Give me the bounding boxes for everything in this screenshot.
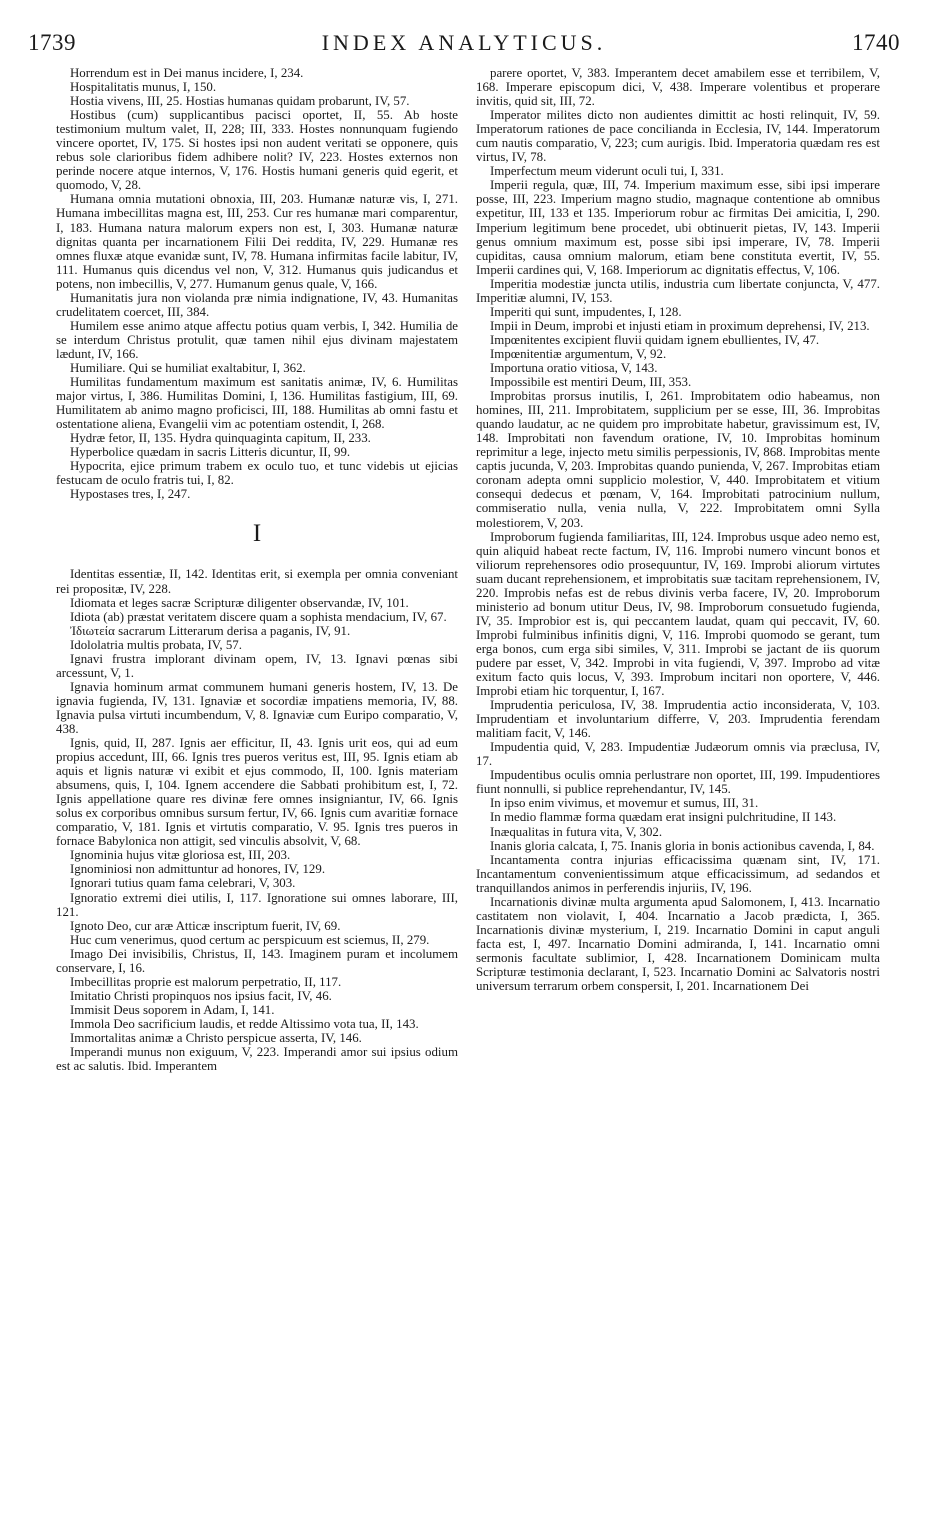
section-letter: I [252,520,262,548]
page-number-right: 1740 [852,30,900,55]
index-entry: Ἰδιωτεία sacrarum Litterarum derisa a paganis, IV, 91. [70,623,351,638]
index-entry: In medio flammæ forma quædam erat insigni pulchritudine, II 143. [490,810,837,825]
index-column-left [56,66,458,1073]
index-entry: Impœnitentes excipient fluvii quidam ignem ebullientes, IV, 47. [490,332,820,347]
index-entry: Hypostases tres, I, 247. [70,487,191,502]
index-entry: Impii in Deum, improbi et injusti etiam in proximum deprehensi, IV, 213. [490,318,870,333]
index-entry: Impossibile est mentiri Deum, III, 353. [490,375,692,390]
index-entry: Ignavi frustra implorant divinam opem, IV, 13. Ignavi pœnas sibi arcessunt, V, 1. [56,651,458,680]
index-entry: Idololatria multis probata, IV, 57. [70,637,242,652]
index-entry: Impudentia quid, V, 283. Impudentiæ Judæorum omnis via præclusa, IV, 17. [476,740,880,769]
index-entry: Improborum fugienda familiaritas, III, 124. Improbus usque adeo nemo est, quin aliquid habeat recte factum, IV, 116. Improbi numero vincunt bonos et viliorum reprehensores odio prosequuntur, IV, 169. Improbi aliorum virtutes suam ducant reprehensionem, et improbitatis suæ tacitam reprehensionem, IV, 220. Improbis nefas est de rebus divinis verba facere, IV, 20. Improborum ministerio ad bonum utitur Deus, IV, 98. Improborum consuetudo fugienda, IV, 35. Improbior est is, qui peccantem laudat, quam qui peccavit, IV, 60. Improbi fulminibus infinitis digni, V, 116. Improbi quomodo se gerant, tum erga bonos, cum erga sibi similes, V, 311. Improbi se jactant de iis quorum pudere par esset, V, 342. Improbi in vita fugiendi, V, 397. Improbo ad vitæ exitum facto quis locus, V, 393. Improbum incitari non oportere, V, 446. Improbi etiam hic torquentur, I, 167. [476,529,880,699]
index-entry: Immola Deo sacrificium laudis, et redde Altissimo vota tua, II, 143. [70,1016,419,1031]
index-entry: Horrendum est in Dei manus incidere, I, 234. [70,66,304,80]
index-entry: Immortalitas animæ a Christo perspicue asserta, IV, 146. [70,1031,362,1045]
index-entry: Inæqualitas in futura vita, V, 302. [490,824,663,839]
index-entry: Inanis gloria calcata, I, 75. Inanis gloria in bonis actionibus cavenda, I, 84. [490,838,875,853]
index-entry: Humilitas fundamentum maximum est sanitatis animæ, IV, 6. Humilitas major virtus, I, 386. Humilitas Domini, I, 136. Humilitas fastigium, III, 69. Humilitatem ab animo magno proficisci, III, 188. Humilitas ab omni fastu et ostentatione aliena, Evangelii vim ac potentiam ostendit, I, 268. [56,375,458,432]
index-entry: Identitas essentiæ, II, 142. Identitas erit, si exempla per omnia conveniant rei propositæ, IV, 228. [56,567,458,596]
index-entry: Improbitas prorsus inutilis, I, 261. Improbitatem odio habeamus, non homines, III, 211. Improbitatem, supplicium per se esse, III, 36. Improbitas quando laudatur, ac ne quidem pro improbitate habetur, gravissimum est, IV, 148. Improbitati non favendum oratione, IV, 10. Improbitas hominum reprimitur a lege, injecto metu similis perpessionis, IV, 868. Improbitas mente captis jucunda, V, 203. Improbitas quando punienda, V, 267. Improbitas etiam coronam adepta omni supplicio molestior, V, 440. Improbitatem et vitium consequi dedecus et pœnam, V, 164. Improbitati patrocinium nullum, commiseratio nulla, venia nulla, V, 222. Improbitatem omni Sylla molestiorem, V, 203. [476,389,880,530]
index-entry: Importuna oratio vitiosa, V, 143. [490,360,658,375]
index-entry: Humilem esse animo atque affectu potius quam verbis, I, 342. Humilia de se interdum Christus protulit, quæ tamen nihil ejus divinam majestatem lædunt, IV, 166. [56,318,458,361]
index-column-right [476,66,880,993]
index-entry: Imperfectum meum viderunt oculi tui, I, 331. [490,164,724,179]
index-entry: Hypocrita, ejice primum trabem ex oculo tuo, et tunc videbis ut ejicias festucam de oculo fratris tui, I, 82. [56,459,458,488]
index-entry: Ignavia hominum armat communem humani generis hostem, IV, 13. De ignavia fugienda, IV, 131. Ignaviæ et socordiæ impatiens memoria, IV, 88. Ignavia pulsa virtuti incumbendum, V, 8. Ignaviæ cum Euripo comparatio, V, 438. [56,679,458,736]
index-entry: Imperator milites dicto non audientes dimittit ac hosti relinquit, IV, 59. Imperatorum rationes de pace concilianda in Ecclesia, IV, 144. Imperatorum cum nautis comparatio, V, 223; cum aurigis. Ibid. Imperatoria quædam res est virtus, IV, 78. [476,108,880,165]
index-entry: Imperandi munus non exiguum, V, 223. Imperandi amor sui ipsius odium est ac salutis. Ibid. Imperantem [56,1045,458,1074]
page-title: INDEX ANALYTICUS. [321,30,607,55]
index-entry: Imprudentia periculosa, IV, 38. Imprudentia actio inconsiderata, V, 103. Imprudentiam et involuntarium differre, V, 203. Imprudentia ferendam malitiam facit, V, 146. [476,698,880,741]
index-entry: In ipso enim vivimus, et movemur et sumus, III, 31. [490,796,759,811]
index-entry: Huc cum venerimus, quod certum ac perspicuum est sciemus, II, 279. [70,932,430,947]
index-entry: Humanitatis jura non violanda præ nimia indignatione, IV, 43. Humanitas crudelitatem coercet, III, 384. [56,290,458,319]
index-entry: Ignominiosi non admittuntur ad honores, IV, 129. [70,862,326,877]
index-entry: Humiliare. Qui se humiliat exaltabitur, I, 362. [70,360,306,375]
index-entry: Imperitia modestiæ juncta utilis, industria cum libertate conjuncta, V, 477. Imperitiæ alumni, IV, 153. [476,276,880,305]
index-entry: Ignorari tutius quam fama celebrari, V, 303. [70,876,296,891]
index-entry: Hyperbolice quædam in sacris Litteris dicuntur, II, 99. [70,445,351,460]
page-header [28,30,900,60]
index-entry: Hostibus (cum) supplicantibus pacisci oportet, II, 55. Ab hoste testimonium multum valet, II, 228; III, 333. Hostes nonnunquam fugiendo vincere oportet, IV, 175. Si hostes ipsi non audent veritati se opponere, quis rebus sole clarioribus fidem adhibere nolit? IV, 223. Hostes externos non perinde nocere atque internos, V, 176. Hostis humani generis quid egerit, et quomodo, V, 28. [56,108,458,193]
index-entry: Idiomata et leges sacræ Scripturæ diligenter observandæ, IV, 101. [70,595,409,610]
index-entry: Imitatio Christi propinquos nos ipsius facit, IV, 46. [70,988,332,1003]
page-number-left: 1739 [28,30,76,55]
index-entry: Incarnationis divinæ multa argumenta apud Salomonem, I, 413. Incarnatio castitatem non violavit, I, 404. Incarnatio a Jacob prædicta, I, 365. Incarnationis divinæ mysterium, I, 219. Incarnatio Domini in caput anguli facta est, I, 497. Incarnatio Domini admiranda, I, 141. Incarnatio omni sermonis facultate sublimior, I, 428. Incarnationem Dominicam multa Scripturæ testimonia declarant, I, 523. Incarnatio Domini ac Salvatoris nostri universum terrarum orbem conspersit, I, 201. Incarnationem Dei [476,894,880,994]
index-entry: Imago Dei invisibilis, Christus, II, 143. Imaginem puram et incolumem conservare, I, 16. [56,946,458,975]
index-entry: Ignis, quid, II, 287. Ignis aer efficitur, II, 43. Ignis urit eos, qui ad eum propius accedunt, III, 66. Ignis tres pueros veritus est, III, 95. Ignis etiam ab aquis et lignis naturæ vi exibit et ejus commodo, II, 100. Ignis materiam absumens, quis, I, 104. Ignem accendere die Sabbati prohibitum est, I, 72. Ignis appellatione quare res divinæ fere omnes insigniantur, IV, 66. Ignis solus ex corporibus omnibus sursum fertur, IV, 66. Ignis cum avaritiæ fornace comparatio, V, 181. Ignis et virtutis comparatio, V. 95. Ignis tres pueros in fornace Babylonica non attigit, sed vinculis absolvit, V, 68. [56,736,458,849]
index-entry: parere oportet, V, 383. Imperantem decet amabilem esse et terribilem, V, 168. Imperare episcopum dici, V, 438. Imperare volentibus et properare invitis, quid sit, III, 72. [476,66,880,109]
index-entry: Humana omnia mutationi obnoxia, III, 203. Humanæ naturæ vis, I, 271. Humana imbecillitas magna est, III, 253. Cur res humanæ mari comparentur, I, 183. Humana natura malorum expers non est, I, 303. Humanæ naturæ dignitas quanta per incarnationem Filii Dei reddita, IV, 229. Humanæ res omnes fluxæ atque evanidæ sunt, IV, 78. Humana infirmitas facile labitur, IV, 111. Humanus quis dicendus vel non, V, 312. Humanus quis judicandus et potens, non imbecillis, V, 277. Humanum genus quale, V, 166. [56,192,458,291]
index-entry: Hospitalitatis munus, I, 150. [70,80,217,95]
index-entry: Incantamenta contra injurias efficacissima quænam sint, IV, 171. Incantamentum convenientissimum atque efficacissimum, ad sedandos et tranquillandos animos in perferendis injuriis, IV, 196. [476,852,880,895]
index-entry: Ignominia hujus vitæ gloriosa est, III, 203. [70,848,291,863]
index-entry: Ignoto Deo, cur aræ Atticæ inscriptum fuerit, IV, 69. [70,918,341,933]
index-entry: Imperiti qui sunt, impudentes, I, 128. [490,304,682,319]
index-entry: Impœnitentiæ argumentum, V, 92. [490,346,667,361]
index-entry: Hostia vivens, III, 25. Hostias humanas quidam probarunt, IV, 57. [70,94,410,109]
index-entry: Idiota (ab) præstat veritatem discere quam a sophista mendacium, IV, 67. [70,609,447,624]
index-entry: Hydræ fetor, II, 135. Hydra quinquaginta capitum, II, 233. [70,431,371,446]
index-entry: Ignoratio extremi diei utilis, I, 117. Ignoratione sui omnes laborare, III, 121. [56,890,458,919]
index-entry: Impudentibus oculis omnia perlustrare non oportet, III, 199. Impudentiores fiunt nonnulli, si publice reprehendantur, IV, 145. [476,768,880,797]
index-entry: Imperii regula, quæ, III, 74. Imperium maximum esse, sibi ipsi imperare posse, III, 223. Imperium magno studio, magnaque contentione ab omnibus expetitur, III, 133 et 135. Imperiorum robur ac firmitas Dei amicitia, I, 290. Imperium legitimum bene procedet, ubi obtinuerit pietas, IV, 143. Imperii genus omnium maximum est, posse sibi ipsi imperare, IV, 78. Imperii cupiditas, causa omnium malorum, etiam bene constituta evertit, IV, 55. Imperii cardines qui, V, 168. Imperiorum ac dignitatis effectus, V, 106. [476,178,880,277]
index-entry: Immisit Deus soporem in Adam, I, 141. [70,1002,275,1017]
index-entry: Imbecillitas proprie est malorum perpetratio, II, 117. [70,974,342,989]
